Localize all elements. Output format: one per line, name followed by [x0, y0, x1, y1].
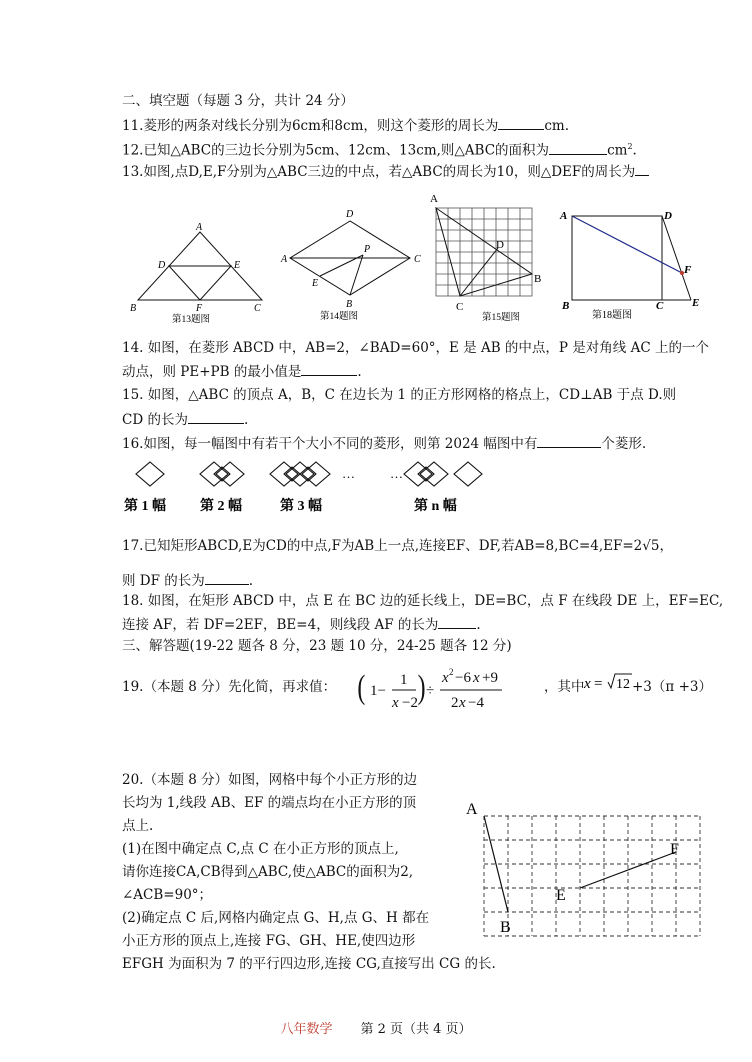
answer-blank: [205, 570, 249, 585]
svg-text:2: 2: [449, 667, 454, 677]
page-number: 第 2 页（共 4 页）: [360, 1022, 472, 1037]
segment-af: [572, 216, 682, 273]
question-20-line3: 点上.: [122, 818, 154, 834]
svg-text:÷: ÷: [426, 683, 435, 699]
question-20-line8: 小正方形的顶点上,连接 FG、GH、HE,使四边形: [122, 933, 416, 949]
svg-text:x: x: [442, 670, 449, 686]
question-18-line2: 连接 AF，若 DF=2EF，BE=4，则线段 AF 的长为 .: [122, 614, 481, 634]
svg-text:+9: +9: [482, 670, 498, 686]
answer-blank: [549, 140, 607, 155]
label-d: D: [496, 239, 504, 251]
label-c: C: [414, 254, 421, 265]
label-e: E: [312, 278, 319, 289]
q19-formula: [356, 660, 556, 720]
question-11: 11.菱形的两条对线长分别为6cm和8cm，则这个菱形的周长为 cm.: [122, 115, 569, 135]
section-title: 二、填空题（每题 3 分，共计 24 分）: [122, 93, 354, 109]
question-14-line1: 14. 如图，在菱形 ABCD 中，AB=2，∠BAD=60°，E 是 AB 的中点，P 是对角线 AC 上的一个: [122, 340, 709, 356]
figure-18: [556, 206, 706, 324]
label-a: A: [560, 210, 568, 222]
svg-text:1−: 1−: [370, 683, 386, 699]
answer-blank: [498, 115, 544, 130]
question-20-line1: 20.（本题 8 分）如图，网格中每个小正方形的边: [122, 772, 418, 788]
label-a: A: [281, 254, 288, 265]
question-19-post: +3（π +3）: [632, 679, 712, 695]
label-c: C: [456, 301, 464, 313]
svg-text:−4: −4: [468, 695, 484, 711]
ellipsis-2: …: [342, 466, 355, 481]
label-d: D: [346, 209, 354, 220]
label-a: A: [196, 222, 203, 233]
svg-text:=: =: [594, 676, 603, 692]
question-12: 12.已知△ABC的三边长分别为5cm、12cm、13cm,则△ABC的面积为 $cm^2$.: [122, 138, 637, 160]
question-20-line7: (2)确定点 C 后,网格内确定点 G、H,点 G、H 都在: [122, 910, 430, 926]
figure-14: [280, 203, 430, 325]
label-b: B: [500, 919, 511, 936]
rhombus-series: [122, 458, 492, 518]
question-14-line2: 动点，则 PE+PB 的最小值是 .: [122, 361, 362, 381]
frame-label-n: 第 n 幅: [414, 499, 457, 514]
label-d: D: [158, 260, 166, 271]
frame-label-3: 第 3 幅: [280, 499, 322, 514]
question-18-line1: 18. 如图，在矩形 ABCD 中，点 E 在 BC 边的延长线上，DE=BC，点 F 在线段 DE 上，EF=EC,: [122, 593, 724, 609]
frame-label-2: 第 2 幅: [200, 499, 242, 514]
label-e: E: [556, 887, 566, 904]
label-b: B: [346, 299, 353, 310]
label-p: P: [364, 244, 371, 255]
label-c: C: [656, 300, 664, 312]
label-a: A: [466, 801, 478, 818]
question-13: 13.如图,点D,E,F分别为△ABC三边的中点，若△ABC的周长为10，则△DEF的周长为: [122, 161, 649, 181]
label-b: B: [534, 273, 542, 285]
svg-text:x: x: [392, 695, 399, 711]
question-20-line5: 请你连接CA,CB得到△ABC,使△ABC的面积为2,: [122, 864, 414, 880]
question-19-mid: ，其中: [544, 679, 585, 695]
question-20-line2: 长均为 1,线段 AB、EF 的端点均在小正方形的顶: [122, 795, 417, 811]
figure-caption: 第14题图: [320, 312, 359, 322]
figure-caption: 第18题图: [592, 310, 632, 321]
subject-label: 八年数学: [280, 1022, 333, 1037]
section-title: 三、解答题(19-22 题各 8 分，23 题 10 分，24-25 题各 12 分): [122, 638, 512, 654]
page-footer: [0, 1018, 752, 1037]
question-20-line9: EFGH 为面积为 7 的平行四边形,连接 CG,直接写出 CG 的长.: [122, 956, 496, 972]
answer-blank: [188, 409, 244, 424]
figure-20: [462, 796, 712, 946]
label-e: E: [234, 260, 241, 271]
figure-15: [426, 190, 556, 325]
answer-blank: [537, 433, 601, 448]
question-17-line2: 则 DF 的长为 .: [122, 570, 253, 590]
svg-text:x: x: [473, 670, 480, 686]
svg-text:x: x: [584, 676, 591, 692]
question-17-line1: 17.已知矩形ABCD,E为CD的中点,F为AB上一点,连接EF、DF,若AB=8,BC=4,EF=2√5，: [122, 538, 673, 554]
label-d: D: [664, 210, 672, 222]
figure-13: [128, 220, 268, 328]
svg-text:−6: −6: [455, 670, 471, 686]
svg-text:2: 2: [451, 695, 459, 711]
question-15-line1: 15. 如图，△ABC 的顶点 A，B，C 在边长为 1 的正方形网格的格点上，CD⊥AB 于点 D.则: [122, 387, 677, 403]
question-16: 16.如图，每一幅图中有若干个大小不同的菱形，则第 2024 幅图中有 个菱形.: [122, 433, 646, 453]
label-b: B: [562, 300, 570, 312]
label-c: C: [254, 303, 261, 314]
question-19-pre: 19.（本题 8 分）先化简，再求值：: [122, 679, 337, 695]
ellipsis-1: …: [390, 466, 403, 481]
svg-text:x: x: [459, 695, 466, 711]
svg-text:1: 1: [400, 672, 408, 688]
label-f: F: [670, 841, 679, 858]
label-b: B: [130, 303, 137, 314]
svg-text:): ): [417, 669, 426, 707]
answer-blank: [438, 614, 476, 629]
svg-text:(: (: [357, 669, 366, 707]
question-15-line2: CD 的长为 .: [122, 409, 248, 429]
answer-blank: [635, 161, 649, 176]
svg-text:−2: −2: [402, 695, 418, 711]
label-a: A: [430, 193, 438, 205]
label-f: F: [196, 303, 203, 314]
label-f: F: [684, 264, 692, 276]
answer-blank: [301, 361, 357, 376]
question-20-line4: (1)在图中确定点 C,点 C 在小正方形的顶点上,: [122, 841, 399, 857]
question-20-line6: ∠ACB=90°；: [122, 887, 213, 903]
label-e: E: [692, 297, 700, 309]
svg-text:12: 12: [616, 677, 630, 692]
figure-caption: 第13题图: [172, 315, 211, 325]
figure-caption: 第15题图: [482, 313, 521, 323]
frame-label-1: 第 1 幅: [124, 499, 166, 514]
